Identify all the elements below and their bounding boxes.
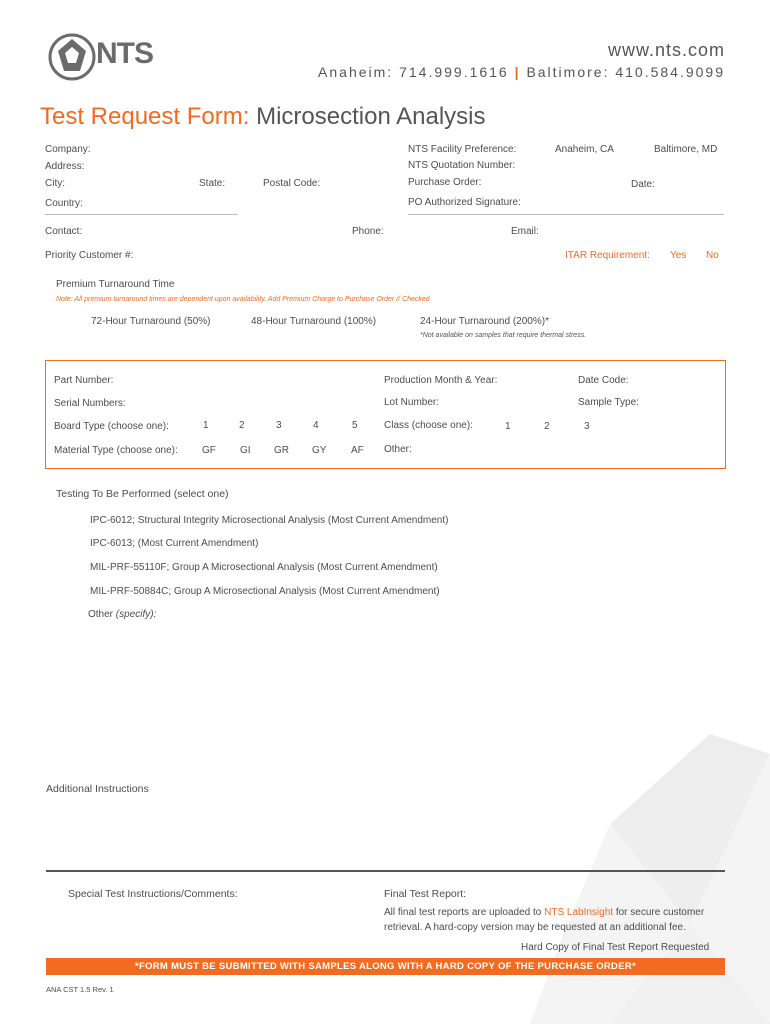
sample-type-field[interactable]: Sample Type:	[578, 397, 639, 408]
turnaround-48-option[interactable]: 48-Hour Turnaround (100%)	[251, 316, 377, 327]
purchase-order-field[interactable]: Purchase Order:	[408, 177, 482, 188]
final-report-text-3: retrieval. A hard-copy version may be requested at an additional fee.	[384, 922, 686, 933]
date-code-field[interactable]: Date Code:	[578, 375, 629, 386]
page-title	[40, 103, 486, 131]
material-option[interactable]: AF	[351, 445, 364, 456]
itar-label: ITAR Requirement:	[565, 250, 650, 261]
class-label: Class (choose one):	[384, 420, 473, 431]
priority-customer-field[interactable]: Priority Customer #:	[45, 250, 134, 261]
divider	[46, 870, 725, 872]
material-option[interactable]: GI	[240, 445, 251, 456]
turnaround-footnote: *Not available on samples that require thermal stress.	[420, 332, 587, 339]
turnaround-heading: Premium Turnaround Time	[56, 279, 175, 290]
test-option[interactable]: MIL-PRF-50884C; Group A Microsectional Analysis (Most Current Amendment)	[90, 586, 440, 597]
phone-numbers	[318, 64, 725, 80]
test-option[interactable]: IPC-6012; Structural Integrity Microsectional Analysis (Most Current Amendment)	[90, 515, 449, 526]
board-option[interactable]: 2	[239, 420, 245, 431]
form-revision: ANA CST 1.5 Rev. 1	[46, 985, 114, 994]
country-field[interactable]: Country:	[45, 198, 83, 209]
class-option[interactable]: 1	[505, 421, 511, 432]
divider	[408, 214, 724, 215]
turnaround-72-option[interactable]: 72-Hour Turnaround (50%)	[91, 316, 211, 327]
itar-yes-option[interactable]: Yes	[670, 250, 687, 261]
facility-baltimore-option[interactable]: Baltimore, MD	[654, 144, 718, 155]
special-instructions-label: Special Test Instructions/Comments:	[68, 888, 238, 900]
turnaround-note: Note: All premium turnaround times are dependent upon availability. Add Premium Charge to Purchase Order // Checked	[56, 296, 430, 303]
production-date-field[interactable]: Production Month & Year:	[384, 375, 498, 386]
title-prefix: Test Request Form:	[40, 103, 250, 130]
state-field[interactable]: State:	[199, 178, 226, 189]
address-field[interactable]: Address:	[45, 161, 85, 172]
class-option[interactable]: 2	[544, 421, 550, 432]
material-other-field[interactable]: Other:	[384, 444, 412, 455]
nts-globe-icon	[48, 33, 96, 81]
labinsight-link[interactable]: NTS LabInsight	[544, 907, 614, 918]
board-type-label: Board Type (choose one):	[54, 421, 169, 432]
board-option[interactable]: 1	[203, 420, 209, 431]
testing-heading: Testing To Be Performed (select one)	[56, 488, 229, 500]
test-other-specify: (specify):	[115, 609, 157, 620]
nts-logo: NTS	[96, 37, 153, 70]
title-main: Microsection Analysis	[256, 103, 486, 130]
material-type-label: Material Type (choose one):	[54, 445, 178, 456]
material-option[interactable]: GY	[312, 445, 327, 456]
material-option[interactable]: GF	[202, 445, 216, 456]
email-field[interactable]: Email:	[511, 226, 539, 237]
city-field[interactable]: City:	[45, 178, 65, 189]
date-field[interactable]: Date:	[631, 179, 655, 190]
test-option[interactable]: IPC-6013; (Most Current Amendment)	[90, 538, 259, 549]
class-option[interactable]: 3	[584, 421, 590, 432]
final-report-heading: Final Test Report:	[384, 888, 467, 900]
final-report-text	[384, 907, 704, 918]
turnaround-24-option[interactable]: 24-Hour Turnaround (200%)*	[420, 316, 549, 327]
board-option[interactable]: 4	[313, 420, 319, 431]
serial-numbers-field[interactable]: Serial Numbers:	[54, 398, 126, 409]
part-number-field[interactable]: Part Number:	[54, 375, 114, 386]
phone-baltimore: Baltimore: 410.584.9099	[526, 64, 725, 80]
board-option[interactable]: 5	[352, 420, 358, 431]
final-report-text-1: All final test reports are uploaded to	[384, 907, 542, 918]
hard-copy-option[interactable]: Hard Copy of Final Test Report Requested	[521, 942, 710, 953]
test-other-label: Other	[88, 609, 114, 620]
website-url[interactable]: www.nts.com	[607, 40, 725, 60]
phone-anaheim: Anaheim: 714.999.1616	[318, 64, 509, 80]
lot-number-field[interactable]: Lot Number:	[384, 397, 440, 408]
quotation-number-field[interactable]: NTS Quotation Number:	[408, 160, 516, 171]
contact-field[interactable]: Contact:	[45, 226, 83, 237]
po-signature-field[interactable]: PO Authorized Signature:	[408, 197, 521, 208]
itar-no-option[interactable]: No	[706, 250, 719, 261]
company-field[interactable]: Company:	[45, 144, 91, 155]
board-option[interactable]: 3	[276, 420, 282, 431]
final-report-text-2: for secure customer	[615, 907, 705, 918]
divider	[45, 214, 238, 215]
postal-code-field[interactable]: Postal Code:	[263, 178, 321, 189]
test-option[interactable]: MIL-PRF-55110F; Group A Microsectional Analysis (Most Current Amendment)	[90, 562, 438, 573]
submission-banner: *FORM MUST BE SUBMITTED WITH SAMPLES ALONG WITH A HARD COPY OF THE PURCHASE ORDER*	[46, 958, 725, 975]
phone-field[interactable]: Phone:	[352, 226, 384, 237]
material-option[interactable]: GR	[274, 445, 289, 456]
facility-preference-label: NTS Facility Preference:	[408, 144, 517, 155]
test-other-option[interactable]	[88, 609, 156, 620]
facility-anaheim-option[interactable]: Anaheim, CA	[555, 144, 614, 155]
additional-instructions-label: Additional Instructions	[46, 783, 149, 795]
phone-separator: |	[514, 64, 521, 80]
